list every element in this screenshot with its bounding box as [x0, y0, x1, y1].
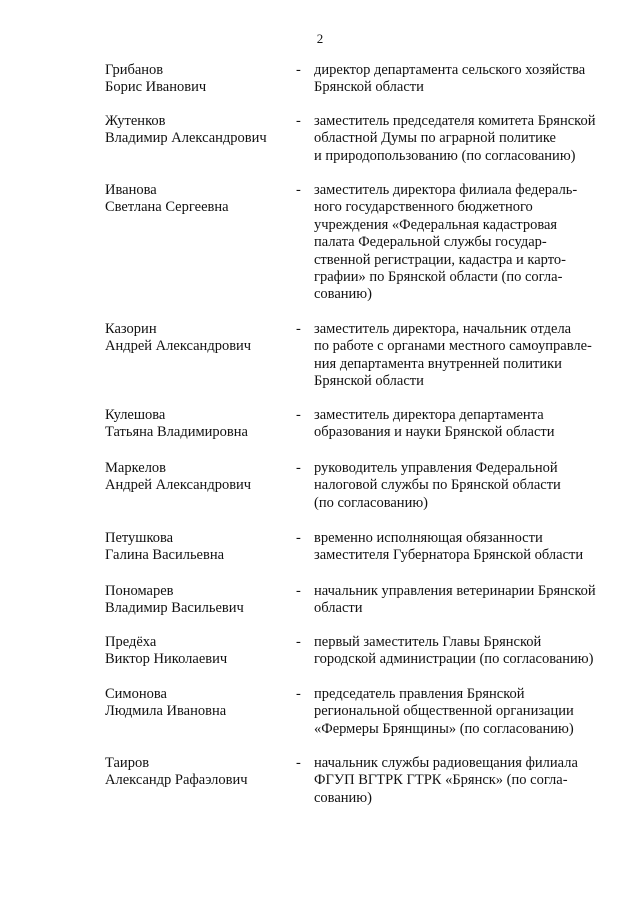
position-line: городской администрации (по согласованию)	[314, 651, 594, 668]
separator-dash: -	[296, 182, 301, 198]
position-line: Брянской области	[314, 79, 424, 96]
position-line: начальник управления ветеринарии Брянской	[314, 583, 596, 599]
person-name	[105, 755, 290, 790]
position-line: заместитель директора, начальник отдела	[314, 321, 572, 337]
person-name	[105, 113, 290, 148]
given-names: Светлана Сергеевна	[105, 199, 229, 216]
position-line: графии» по Брянской области (по согла-	[314, 269, 563, 286]
given-names: Владимир Васильевич	[105, 600, 244, 617]
position-description	[314, 407, 610, 442]
person-name	[105, 321, 290, 356]
person-name	[105, 583, 290, 618]
surname: Симонова	[105, 686, 167, 702]
surname: Пономарев	[105, 583, 174, 599]
position-description	[314, 62, 610, 97]
separator-dash: -	[296, 407, 301, 423]
position-line: учреждения «Федеральная кадастровая	[314, 216, 558, 233]
separator-dash: -	[296, 113, 301, 129]
separator-dash: -	[296, 62, 301, 78]
position-description	[314, 583, 610, 618]
position-description	[314, 530, 610, 565]
person-name	[105, 182, 290, 217]
position-line: первый заместитель Главы Брянской	[314, 634, 542, 650]
position-line: региональной общественной организации	[314, 703, 574, 720]
person-name	[105, 407, 290, 442]
given-names: Галина Васильевна	[105, 547, 225, 564]
surname: Кулешова	[105, 407, 166, 423]
given-names: Людмила Ивановна	[105, 703, 227, 720]
position-line: ФГУП ВГТРК ГТРК «Брянск» (по согла-	[314, 772, 568, 789]
position-description	[314, 755, 610, 807]
position-line: областной Думы по аграрной политике	[314, 130, 556, 147]
position-line: ния департамента внутренней политики	[314, 355, 562, 372]
position-line: заместителя Губернатора Брянской области	[314, 547, 584, 564]
person-name	[105, 62, 290, 97]
position-line: и природопользованию (по согласованию)	[314, 147, 576, 164]
surname: Маркелов	[105, 460, 167, 476]
position-line: области	[314, 600, 363, 617]
given-names: Андрей Александрович	[105, 338, 252, 355]
separator-dash: -	[296, 755, 301, 771]
position-line: председатель правления Брянской	[314, 686, 525, 702]
position-line: руководитель управления Федеральной	[314, 460, 558, 476]
given-names: Андрей Александрович	[105, 477, 252, 494]
surname: Таиров	[105, 755, 150, 771]
position-line: налоговой службы по Брянской области	[314, 477, 561, 494]
given-names: Виктор Николаевич	[105, 651, 228, 668]
position-line: начальник службы радиовещания филиала	[314, 755, 578, 771]
surname: Казорин	[105, 321, 157, 337]
surname: Жутенков	[105, 113, 166, 129]
position-line: (по согласованию)	[314, 494, 428, 511]
person-name	[105, 530, 290, 565]
position-line: директор департамента сельского хозяйства	[314, 62, 586, 78]
position-line: образования и науки Брянской области	[314, 424, 555, 441]
position-description	[314, 321, 610, 391]
position-description	[314, 634, 610, 669]
position-line: заместитель директора департамента	[314, 407, 544, 423]
position-line: палата Федеральной службы государ-	[314, 234, 547, 251]
given-names: Александр Рафаэлович	[105, 772, 248, 789]
separator-dash: -	[296, 686, 301, 702]
surname: Предёха	[105, 634, 157, 650]
position-description	[314, 113, 610, 165]
separator-dash: -	[296, 634, 301, 650]
separator-dash: -	[296, 530, 301, 546]
position-line: Брянской области	[314, 373, 424, 390]
position-line: ственной регистрации, кадастра и карто-	[314, 251, 566, 268]
given-names: Владимир Александрович	[105, 130, 267, 147]
position-description	[314, 182, 610, 304]
position-line: заместитель председателя комитета Брянской	[314, 113, 596, 129]
separator-dash: -	[296, 460, 301, 476]
position-line: ного государственного бюджетного	[314, 199, 533, 216]
position-line: по работе с органами местного самоуправле-	[314, 338, 592, 355]
given-names: Татьяна Владимировна	[105, 424, 248, 441]
person-name	[105, 686, 290, 721]
surname: Иванова	[105, 182, 157, 198]
separator-dash: -	[296, 583, 301, 599]
given-names: Борис Иванович	[105, 79, 207, 96]
page-number: 2	[316, 31, 324, 46]
surname: Петушкова	[105, 530, 174, 546]
person-name	[105, 634, 290, 669]
position-line: заместитель директора филиала федераль-	[314, 182, 578, 198]
position-line: «Фермеры Брянщины» (по согласованию)	[314, 720, 574, 737]
position-description	[314, 686, 610, 738]
position-line: временно исполняющая обязанности	[314, 530, 543, 546]
person-name	[105, 460, 290, 495]
position-description	[314, 460, 610, 512]
position-line: сованию)	[314, 789, 372, 806]
position-line: сованию)	[314, 286, 372, 303]
surname: Грибанов	[105, 62, 164, 78]
separator-dash: -	[296, 321, 301, 337]
